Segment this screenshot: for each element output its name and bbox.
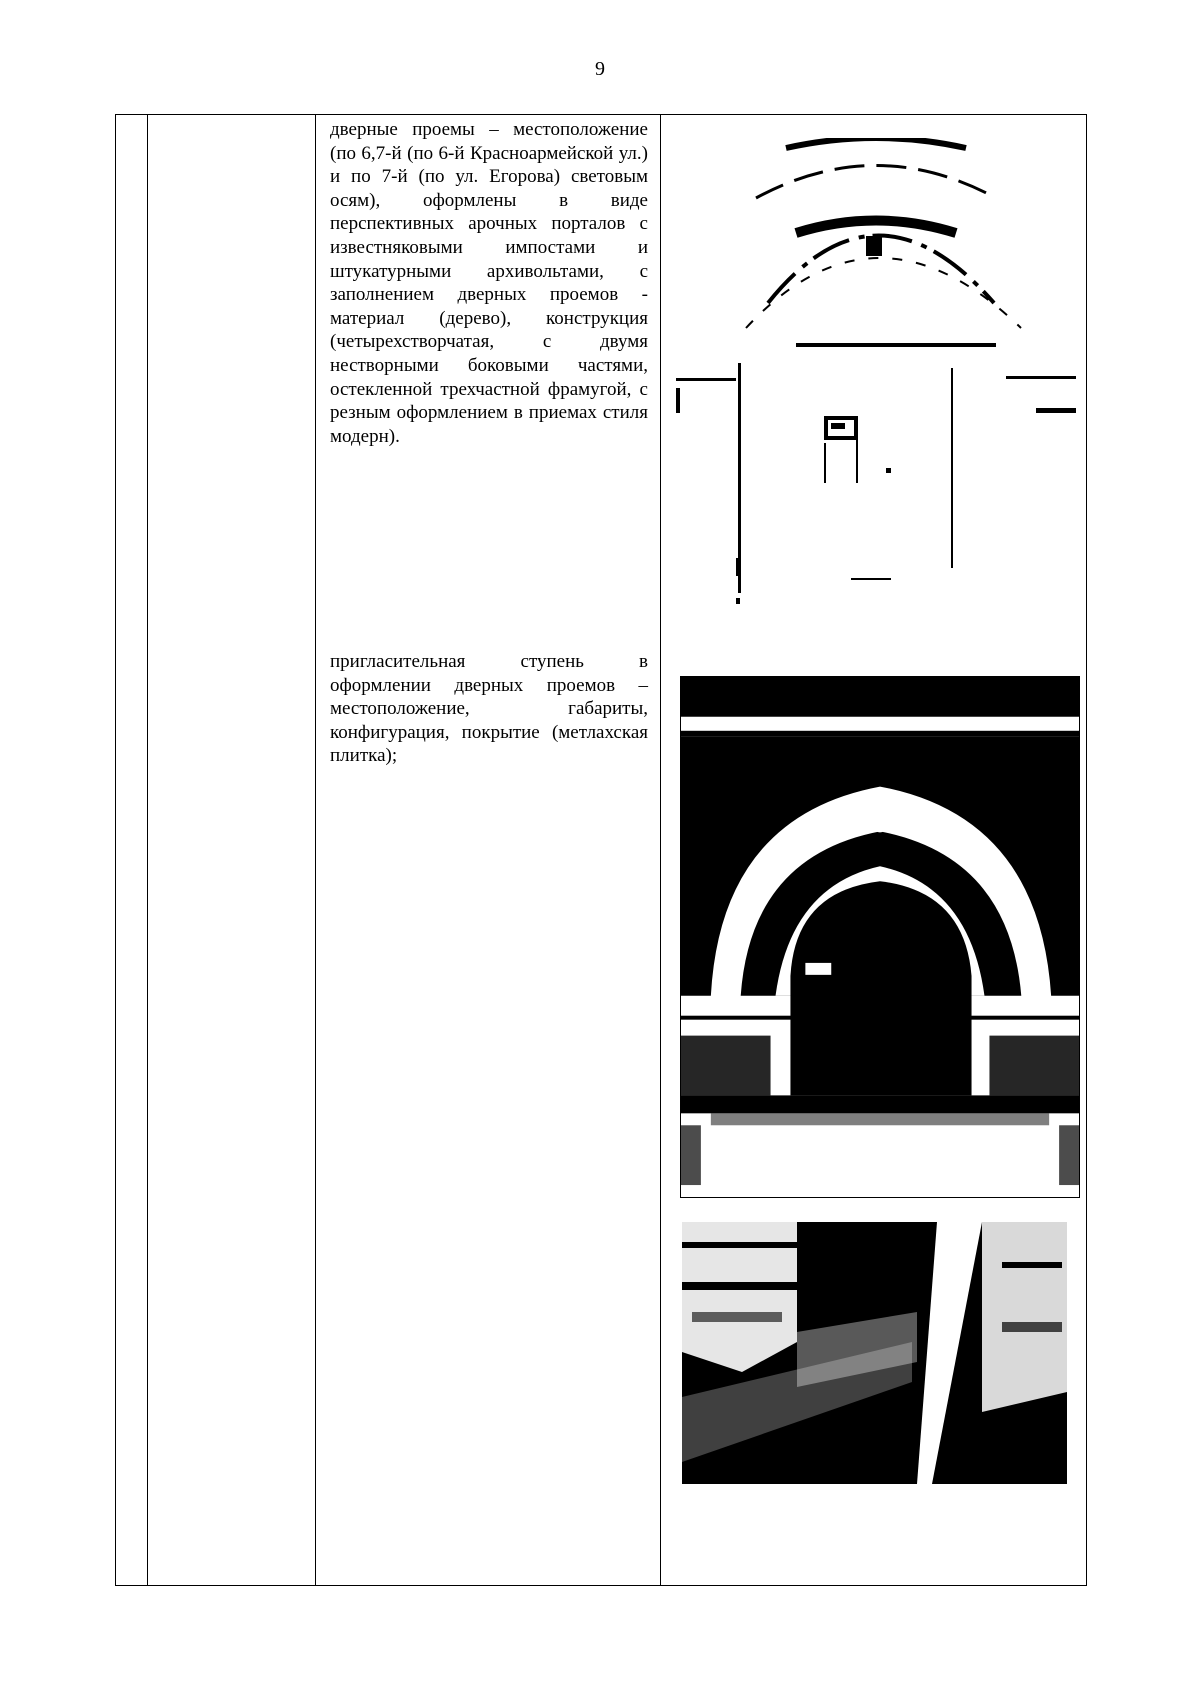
column-divider-1	[147, 115, 148, 1585]
photo-entrance-step	[682, 1222, 1067, 1484]
column-divider-3	[660, 115, 661, 1585]
photo-arched-portal-dark	[680, 676, 1080, 1198]
feature-description-doorways: дверные проемы – местоположение (по 6,7-й (по 6-й Красноармейской ул.) и по 7-й (по ул. Егорова) световым осям), оформлены в виде перспективных арочных порталов с известняковыми импостами и штукатурными архивольтами, с заполнением дверных проемов - материал (дерево), конструкция (четырехстворчатая, с двумя нестворными боковыми частями, остекленной трехчастной фрамугой, с резным оформлением в приемах стиля модерн).	[330, 119, 648, 447]
feature-description-entrance-step: пригласительная ступень в оформлении дверных проемов – местоположение, габариты, конфигурация, покрытие (метлахская плитка);	[330, 651, 648, 767]
column-divider-2	[315, 115, 316, 1585]
photo-arched-doorway-light	[676, 138, 1076, 618]
page-number: 9	[595, 58, 605, 80]
